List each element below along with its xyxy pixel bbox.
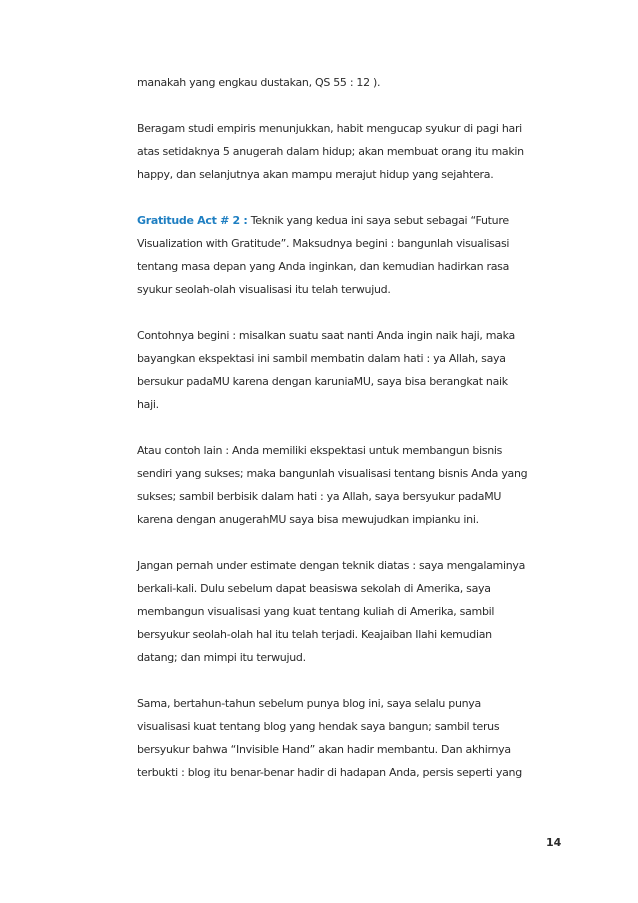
text-line: atas setidaknya 5 anugerah dalam hidup; akan membuat orang itu makin (137, 145, 524, 158)
text-line: sendiri yang sukses; maka bangunlah visualisasi tentang bisnis Anda yang (137, 467, 528, 480)
body-text (137, 71, 537, 807)
text-line: Visualization with Gratitude”. Maksudnya begini : bangunlah visualisasi (137, 237, 510, 250)
text-line: bersyukur seolah-olah hal itu telah terjadi. Keajaiban Ilahi kemudian (137, 628, 492, 641)
paragraph-1 (137, 71, 537, 94)
text-line: manakah yang engkau dustakan, QS 55 : 12 ). (137, 76, 381, 89)
page-number: 14 (546, 836, 562, 849)
text-line: membangun visualisasi yang kuat tentang kuliah di Amerika, sambil (137, 605, 495, 618)
text-line: Beragam studi empiris menunjukkan, habit mengucap syukur di pagi hari (137, 122, 522, 135)
paragraph-6 (137, 554, 537, 669)
text-line: karena dengan anugerahMU saya bisa mewujudkan impianku ini. (137, 513, 479, 526)
text-line: syukur seolah-olah visualisasi itu telah terwujud. (137, 283, 391, 296)
text-line: Jangan pernah under estimate dengan teknik diatas : saya mengalaminya (137, 559, 526, 572)
paragraph-4 (137, 324, 537, 416)
text-line: bersukur padaMU karena dengan karuniaMU, saya bisa berangkat naik (137, 375, 508, 388)
text-line: haji. (137, 398, 159, 411)
paragraph-7 (137, 692, 537, 784)
paragraph-gratitude-act-2 (137, 209, 537, 301)
text-line: sukses; sambil berbisik dalam hati : ya Allah, saya bersyukur padaMU (137, 490, 502, 503)
text-line: Contohnya begini : misalkan suatu saat nanti Anda ingin naik haji, maka (137, 329, 515, 342)
text-line: bersyukur bahwa “Invisible Hand” akan hadir membantu. Dan akhirnya (137, 743, 511, 756)
text-line: tentang masa depan yang Anda inginkan, dan kemudian hadirkan rasa (137, 260, 510, 273)
paragraph-5 (137, 439, 537, 531)
paragraph-2 (137, 117, 537, 186)
text-line-rest: Teknik yang kedua ini saya sebut sebagai “Future (247, 214, 509, 227)
text-line (137, 209, 537, 232)
gratitude-act-label: Gratitude Act # 2 : (137, 214, 248, 227)
text-line: Sama, bertahun-tahun sebelum punya blog ini, saya selalu punya (137, 697, 481, 710)
text-line: berkali-kali. Dulu sebelum dapat beasiswa sekolah di Amerika, saya (137, 582, 491, 595)
text-line: happy, dan selanjutnya akan mampu merajut hidup yang sejahtera. (137, 168, 494, 181)
text-line: terbukti : blog itu benar-benar hadir di hadapan Anda, persis seperti yang (137, 766, 522, 779)
text-line: datang; dan mimpi itu terwujud. (137, 651, 306, 664)
text-line: bayangkan ekspektasi ini sambil membatin dalam hati : ya Allah, saya (137, 352, 506, 365)
text-line: Atau contoh lain : Anda memiliki ekspektasi untuk membangun bisnis (137, 444, 503, 457)
text-line: visualisasi kuat tentang blog yang hendak saya bangun; sambil terus (137, 720, 500, 733)
